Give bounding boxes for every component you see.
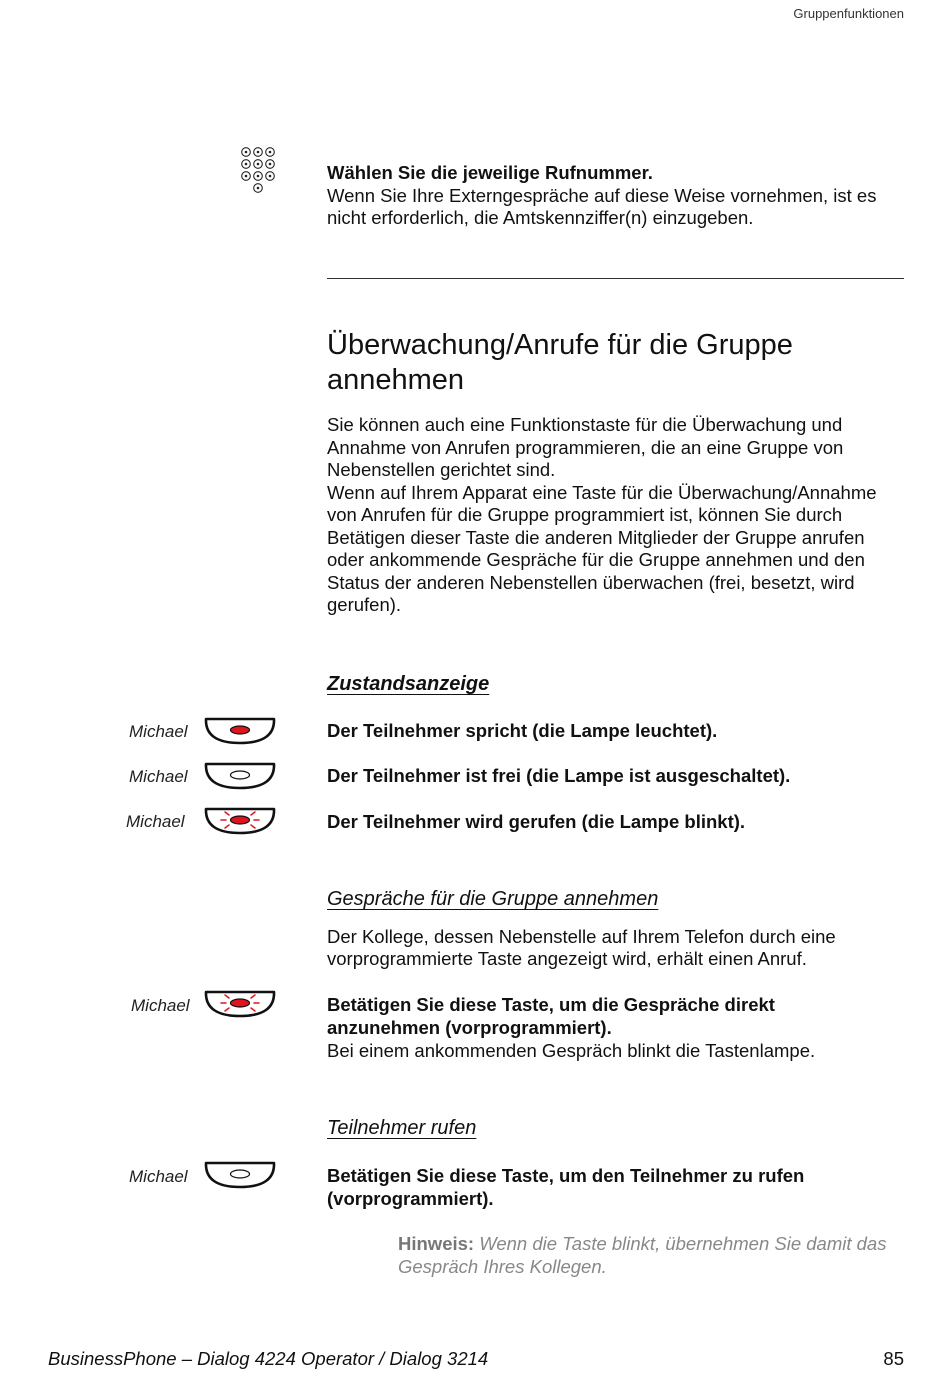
call-member-instruction-line-1: Betätigen Sie diese Taste, um den Teilnehmer zu rufen xyxy=(327,1165,805,1186)
key-label: Michael xyxy=(129,1167,188,1186)
key-label: Michael xyxy=(129,767,188,786)
intro-line: Nebenstellen gerichtet sind. xyxy=(327,459,556,480)
function-key-lamp-flashing[interactable] xyxy=(203,806,277,836)
answer-group-desc-line-2: vorprogrammierte Taste angezeigt wird, erhält einen Anruf. xyxy=(327,948,807,969)
status-text-lamp-flashing: Der Teilnehmer wird gerufen (die Lampe blinkt). xyxy=(327,811,746,832)
answer-group-heading: Gespräche für die Gruppe annehmen xyxy=(327,888,659,910)
status-text-lamp-off: Der Teilnehmer ist frei (die Lampe ist ausgeschaltet). xyxy=(327,765,791,786)
section-divider xyxy=(327,278,904,279)
hint-text-line-2: Gespräch Ihres Kollegen. xyxy=(398,1255,607,1277)
intro-line: Sie können auch eine Funktionstaste für die Überwachung und xyxy=(327,414,843,435)
section-title xyxy=(327,328,887,398)
function-key-lamp-flashing[interactable] xyxy=(203,989,277,1019)
function-key-lamp-on[interactable] xyxy=(203,716,277,746)
intro-line: gerufen). xyxy=(327,594,402,615)
hint-note xyxy=(398,1233,918,1278)
function-key-lamp-off[interactable] xyxy=(203,761,277,791)
dial-text-line-2: nicht erforderlich, die Amtskennziffer(n) einzugeben. xyxy=(327,207,754,228)
keypad-icon xyxy=(238,144,282,196)
page-number: 85 xyxy=(883,1348,904,1369)
key-label: Michael xyxy=(126,812,185,831)
intro-line: oder ankommende Gespräche für die Gruppe annehmen und den xyxy=(327,549,865,570)
footer-title: BusinessPhone – Dialog 4224 Operator / Dialog 3214 xyxy=(48,1348,489,1369)
intro-line: Annahme von Anrufen programmieren, die an eine Gruppe von xyxy=(327,436,844,458)
section-title-line-1: Überwachung/Anrufe für die Gruppe xyxy=(327,329,793,361)
intro-line: Betätigen dieser Taste die anderen Mitglieder der Gruppe anrufen xyxy=(327,526,865,548)
dial-text-line-1: Wenn Sie Ihre Externgespräche auf diese Weise vornehmen, ist es xyxy=(327,185,877,206)
section-intro xyxy=(327,414,907,617)
intro-line: Wenn auf Ihrem Apparat eine Taste für die Überwachung/Annahme xyxy=(327,481,877,503)
intro-line: von Anrufen für die Gruppe programmiert ist, können Sie durch xyxy=(327,504,843,525)
call-member-heading: Teilnehmer rufen xyxy=(327,1117,477,1139)
intro-line: Status der anderen Nebenstellen überwachen (frei, besetzt, wird xyxy=(327,571,855,593)
function-key-lamp-off[interactable] xyxy=(203,1160,277,1190)
answer-group-info: Bei einem ankommenden Gespräch blinkt die Tastenlampe. xyxy=(327,1040,816,1061)
call-member-instruction-line-2: (vorprogrammiert). xyxy=(327,1188,494,1209)
hint-label: Hinweis: xyxy=(398,1233,475,1254)
status-display-heading: Zustandsanzeige xyxy=(327,673,490,695)
key-label: Michael xyxy=(129,722,188,741)
running-header: Gruppenfunktionen xyxy=(793,6,904,21)
answer-group-desc-line-1: Der Kollege, dessen Nebenstelle auf Ihrem Telefon durch eine xyxy=(327,926,836,947)
hint-text-line-1: Wenn die Taste blinkt, übernehmen Sie damit das xyxy=(474,1233,887,1254)
answer-group-instruction-line-1: Betätigen Sie diese Taste, um die Gespräche direkt xyxy=(327,994,775,1015)
section-title-line-2: annehmen xyxy=(327,364,465,396)
status-text-lamp-on: Der Teilnehmer spricht (die Lampe leuchtet). xyxy=(327,720,718,741)
answer-group-instruction-line-2: anzunehmen (vorprogrammiert). xyxy=(327,1017,612,1038)
dial-instruction: Wählen Sie die jeweilige Rufnummer. xyxy=(327,162,653,183)
key-label: Michael xyxy=(131,996,190,1015)
